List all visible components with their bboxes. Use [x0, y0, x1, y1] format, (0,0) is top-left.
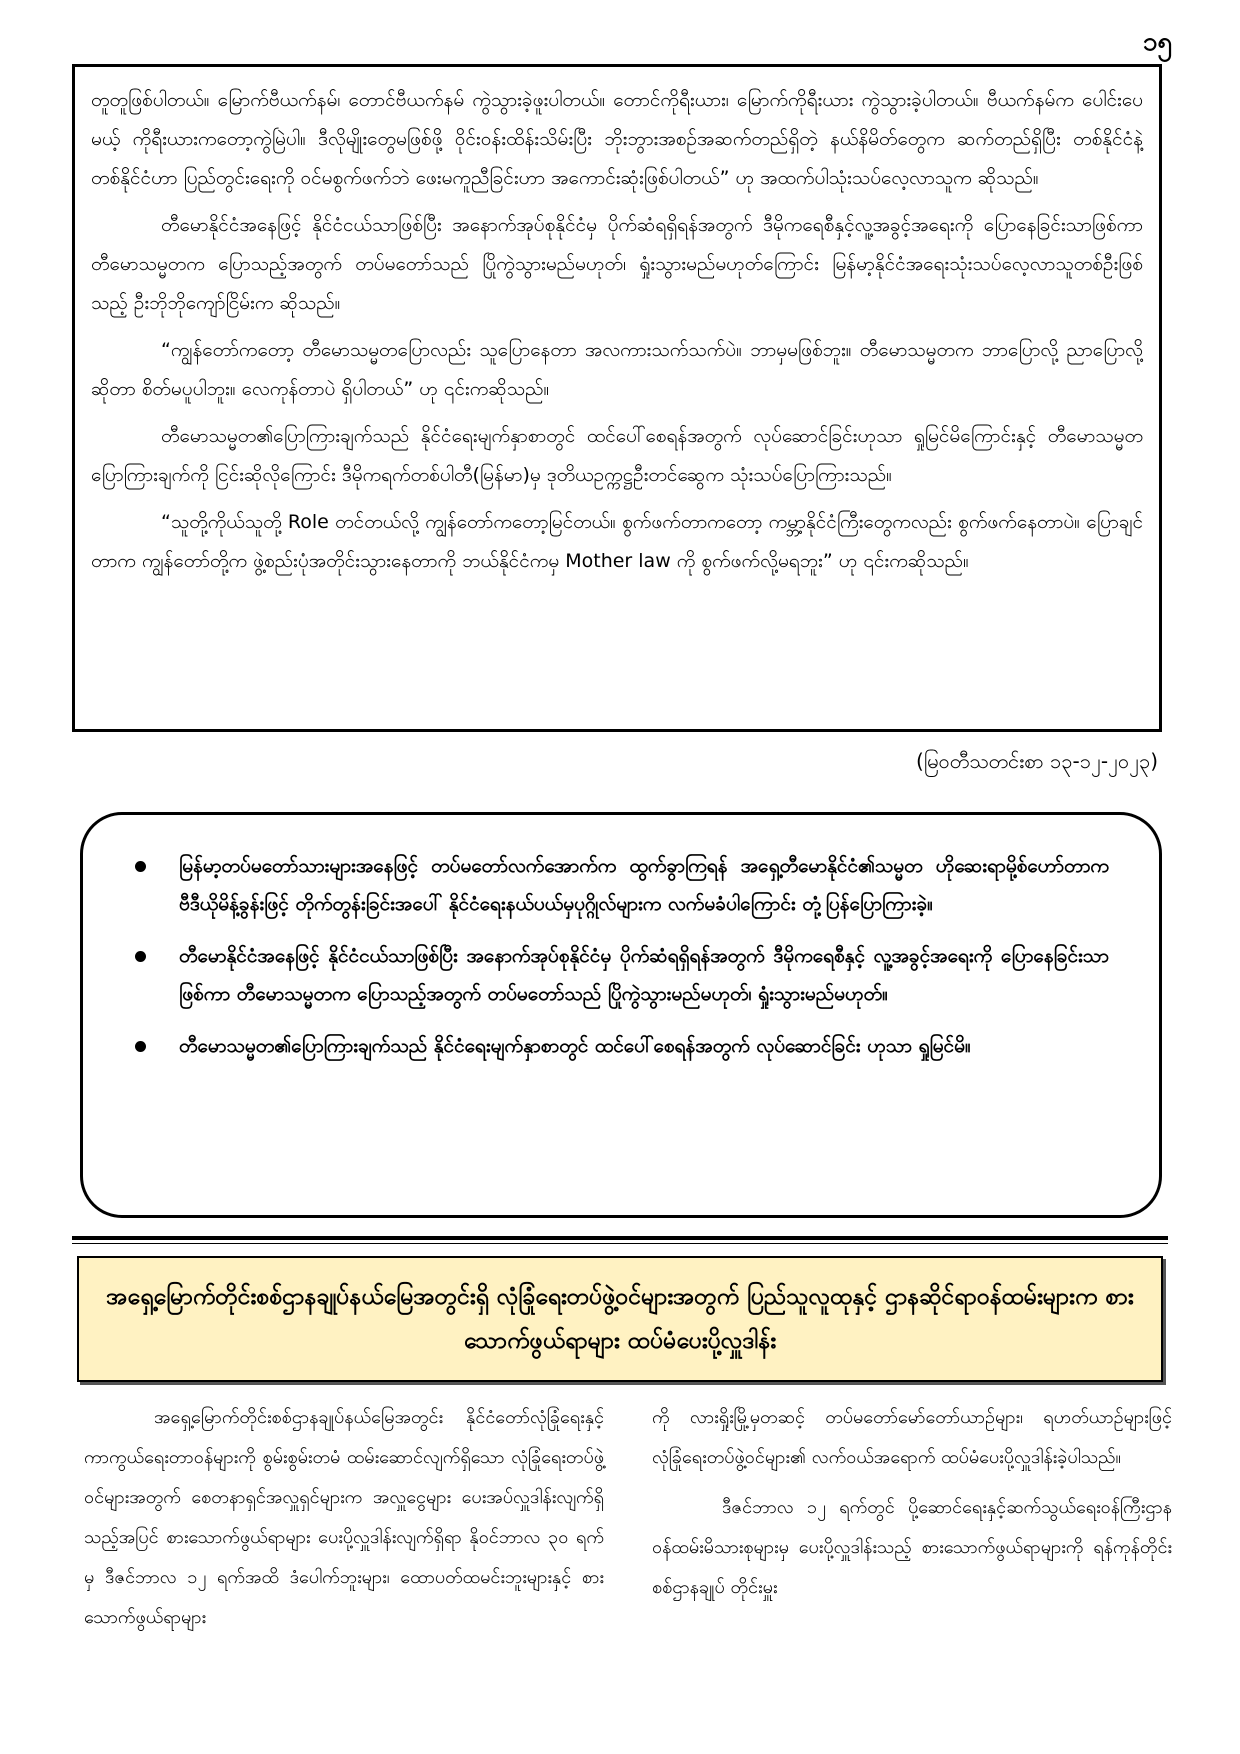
summary-bullet — [133, 937, 1109, 1013]
article-paragraph: ဒီဇင်ဘာလ ၁၂ ရက်တွင် ပို့ဆောင်ရေးနှင့်ဆက်သွယ်ရေးဝန်ကြီးဌာန ဝန်ထမ်းမိသားစုများမှ ပေးပို့လှူဒါန်းသည့် စားသောက်ဖွယ်ရာများကို ရန်ကုန်တိုင်းစစ်ဌာနချုပ် တိုင်းမှူး — [652, 1497, 1172, 1598]
summary-bullet-text: မြန်မာ့တပ်မတော်သားများအနေဖြင့် တပ်မတော်လက်အောက်က ထွက်ခွာကြရန် အရှေ့တီမောနိုင်ငံ၏သမ္မတ ဟိုဆေးရာမို့စ်ဟော်တာက ဗီဒီယိုမိန့်ခွန်းဖြင့် တိုက်တွန်းခြင်းအပေါ် နိုင်ငံရေးနယ်ပယ်မှပုဂ္ဂိုလ်များက လက်မခံပါကြောင်း တုံ့ပြန်ပြောကြားခဲ့။ — [179, 855, 1109, 915]
article-paragraph: အရှေ့မြောက်တိုင်းစစ်ဌာနချုပ်နယ်မြေအတွင်း နိုင်ငံတော်လုံခြုံရေးနှင့် ကာကွယ်ရေးတာဝန်များကို စွမ်းစွမ်းတမံ ထမ်းဆောင်လျက်ရှိသော လုံခြုံရေးတပ်ဖွဲ့ဝင်များအတွက် စေတနာရှင်အလှူရှင်များက အလှူငွေများ ပေးအပ်လှူဒါန်းလျက်ရှိသည့်အပြင် စားသောက်ဖွယ်ရာများ ပေးပို့လှူဒါန်းလျက်ရှိရာ နိုဝင်ဘာလ ၃၀ ရက်မှ ဒီဇင်ဘာလ ၁၂ ရက်အထိ ဒံပေါက်ဘူးများ၊ ထောပတ်ထမင်းဘူးများနှင့် စားသောက်ဖွယ်ရာများ — [84, 1407, 604, 1628]
summary-bullet — [133, 847, 1109, 923]
page-number: ၁၅ — [1142, 27, 1172, 57]
summary-bullet — [133, 1027, 1109, 1065]
quote-paragraph: “သူတို့ကိုယ်သူတို့ Role တင်တယ်လို့ ကျွန်တော်ကတော့မြင်တယ်။ စွက်ဖက်တာကတော့ ကမ္ဘာ့နိုင်ငံကြီးတွေကလည်း စွက်ဖက်နေတာပဲ။ ပြောချင်တာက ကျွန်တော်တို့က ဖွဲ့စည်းပုံအတိုင်းသွားနေတာကို ဘယ်နိုင်ငံကမှ Mother law ကို စွက်ဖက်လို့မရဘူး” ဟု ၎င်းကဆိုသည်။ — [91, 511, 1143, 572]
article-paragraph: ကို လားရှိုးမြို့မှတဆင့် တပ်မတော်မော်တော်ယာဉ်များ၊ ရဟတ်ယာဉ်များဖြင့် လုံခြုံရေးတပ်ဖွဲ့ဝင်များ၏ လက်ဝယ်အရောက် ထပ်မံပေးပို့လှူဒါန်းခဲ့ပါသည်။ — [652, 1407, 1172, 1468]
summary-bullet-text: တီမောနိုင်ငံအနေဖြင့် နိုင်ငံငယ်သာဖြစ်ပြီး အနောက်အုပ်စုနိုင်ငံမှ ပိုက်ဆံရရှိရန်အတွက် ဒီမိုကရေစီနှင့် လူ့အခွင့်အရေးကို ပြောနေခြင်းသာဖြစ်ကာ တီမောသမ္မတက ပြောသည့်အတွက် တပ်မတော်သည် ပြိုကွဲသွားမည်မဟုတ်၊ ရှုံးသွားမည်မဟုတ်။ — [179, 945, 1109, 1005]
article-headline-text: အရှေ့မြောက်တိုင်းစစ်ဌာနချုပ်နယ်မြေအတွင်းရှိ လုံခြုံရေးတပ်ဖွဲ့ဝင်များအတွက် ပြည်သူလူထုနှင့် ဌာနဆိုင်ရာဝန်ထမ်းများက စားသောက်ဖွယ်ရာများ ထပ်မံပေးပို့လှူဒါန်း — [106, 1284, 1134, 1354]
bullet-icon — [135, 861, 146, 872]
quote-paragraph: တီမောနိုင်ငံအနေဖြင့် နိုင်ငံငယ်သာဖြစ်ပြီး အနောက်အုပ်စုနိုင်ငံမှ ပိုက်ဆံရရှိရန်အတွက် ဒီမိုကရေစီနှင့်လူ့အခွင့်အရေးကို ပြောနေခြင်းသာဖြစ်ကာ တီမောသမ္မတက ပြောသည့်အတွက် တပ်မတော်သည် ပြိုကွဲသွားမည်မဟုတ်၊ ရှုံးသွားမည်မဟုတ်ကြောင်း မြန်မာ့နိုင်ငံအရေးသုံးသပ်လေ့လာသူတစ်ဦးဖြစ်သည့် ဦးဘိုဘိုကျော်ငြိမ်းက ဆိုသည်။ — [91, 214, 1143, 314]
quote-box — [72, 64, 1162, 732]
summary-bullet-text: တီမောသမ္မတ၏ပြောကြားချက်သည် နိုင်ငံရေးမျက်နှာစာတွင် ထင်ပေါ်စေရန်အတွက် လုပ်ဆောင်ခြင်း ဟုသာ ရှုမြင်မိ။ — [179, 1035, 971, 1057]
quote-paragraph: တူတူဖြစ်ပါတယ်။ မြောက်ဗီယက်နမ်၊ တောင်ဗီယက်နမ် ကွဲသွားခဲ့ဖူးပါတယ်။ တောင်ကိုရီးယား၊ မြောက်ကိုရီးယား ကွဲသွားခဲ့ပါတယ်။ ဗီယက်နမ်က ပေါင်းပေမယ့် ကိုရီးယားကတော့ကွဲမြဲပါ။ ဒီလိုမျိုးတွေမဖြစ်ဖို့ ဝိုင်းဝန်းထိန်းသိမ်းပြီး ဘိုးဘွားအစဉ်အဆက်တည်ရှိတဲ့ နယ်နိမိတ်တွေက ဆက်တည်ရှိပြီး တစ်နိုင်ငံနဲ့တစ်နိုင်ငံဟာ ပြည်တွင်းရေးကို ဝင်မစွက်ဖက်ဘဲ ဖေးမကူညီခြင်းဟာ အကောင်းဆုံးဖြစ်ပါတယ်” ဟု အထက်ပါသုံးသပ်လေ့လာသူက ဆိုသည်။ — [91, 89, 1143, 189]
bullet-icon — [135, 1041, 146, 1052]
article-column-left — [84, 1398, 604, 1648]
quote-paragraph: တီမောသမ္မတ၏ပြောကြားချက်သည် နိုင်ငံရေးမျက်နှာစာတွင် ထင်ပေါ်စေရန်အတွက် လုပ်ဆောင်ခြင်းဟုသာ ရှုမြင်မိကြောင်းနှင့် တီမောသမ္မတပြောကြားချက်ကို ငြင်းဆိုလိုကြောင်း ဒီမိုကရက်တစ်ပါတီ(မြန်မာ)မှ ဒုတိယဥက္ကဋ္ဌဦးတင်ဆွေက သုံးသပ်ပြောကြားသည်။ — [91, 425, 1143, 486]
summary-box — [80, 812, 1162, 1218]
article-headline — [77, 1256, 1163, 1382]
source-citation: (မြဝတီသတင်းစာ ၁၃-၁၂-၂၀၂၃) — [915, 749, 1158, 773]
summary-list — [133, 847, 1109, 1065]
section-divider-thin — [72, 1243, 1168, 1244]
quote-paragraph: “ကျွန်တော်ကတော့ တီမောသမ္မတပြောလည်း သူပြောနေတာ အလကားသက်သက်ပဲ။ ဘာမှမဖြစ်ဘူး။ တီမောသမ္မတက ဘာပြောလို့ ညာပြောလို့ဆိုတာ စိတ်မပူပါဘူး။ လေကုန်တာပဲ ရှိပါတယ်” ဟု ၎င်းကဆိုသည်။ — [91, 339, 1143, 400]
section-divider — [72, 1236, 1168, 1240]
article-column-right — [652, 1398, 1172, 1618]
bullet-icon — [135, 951, 146, 962]
